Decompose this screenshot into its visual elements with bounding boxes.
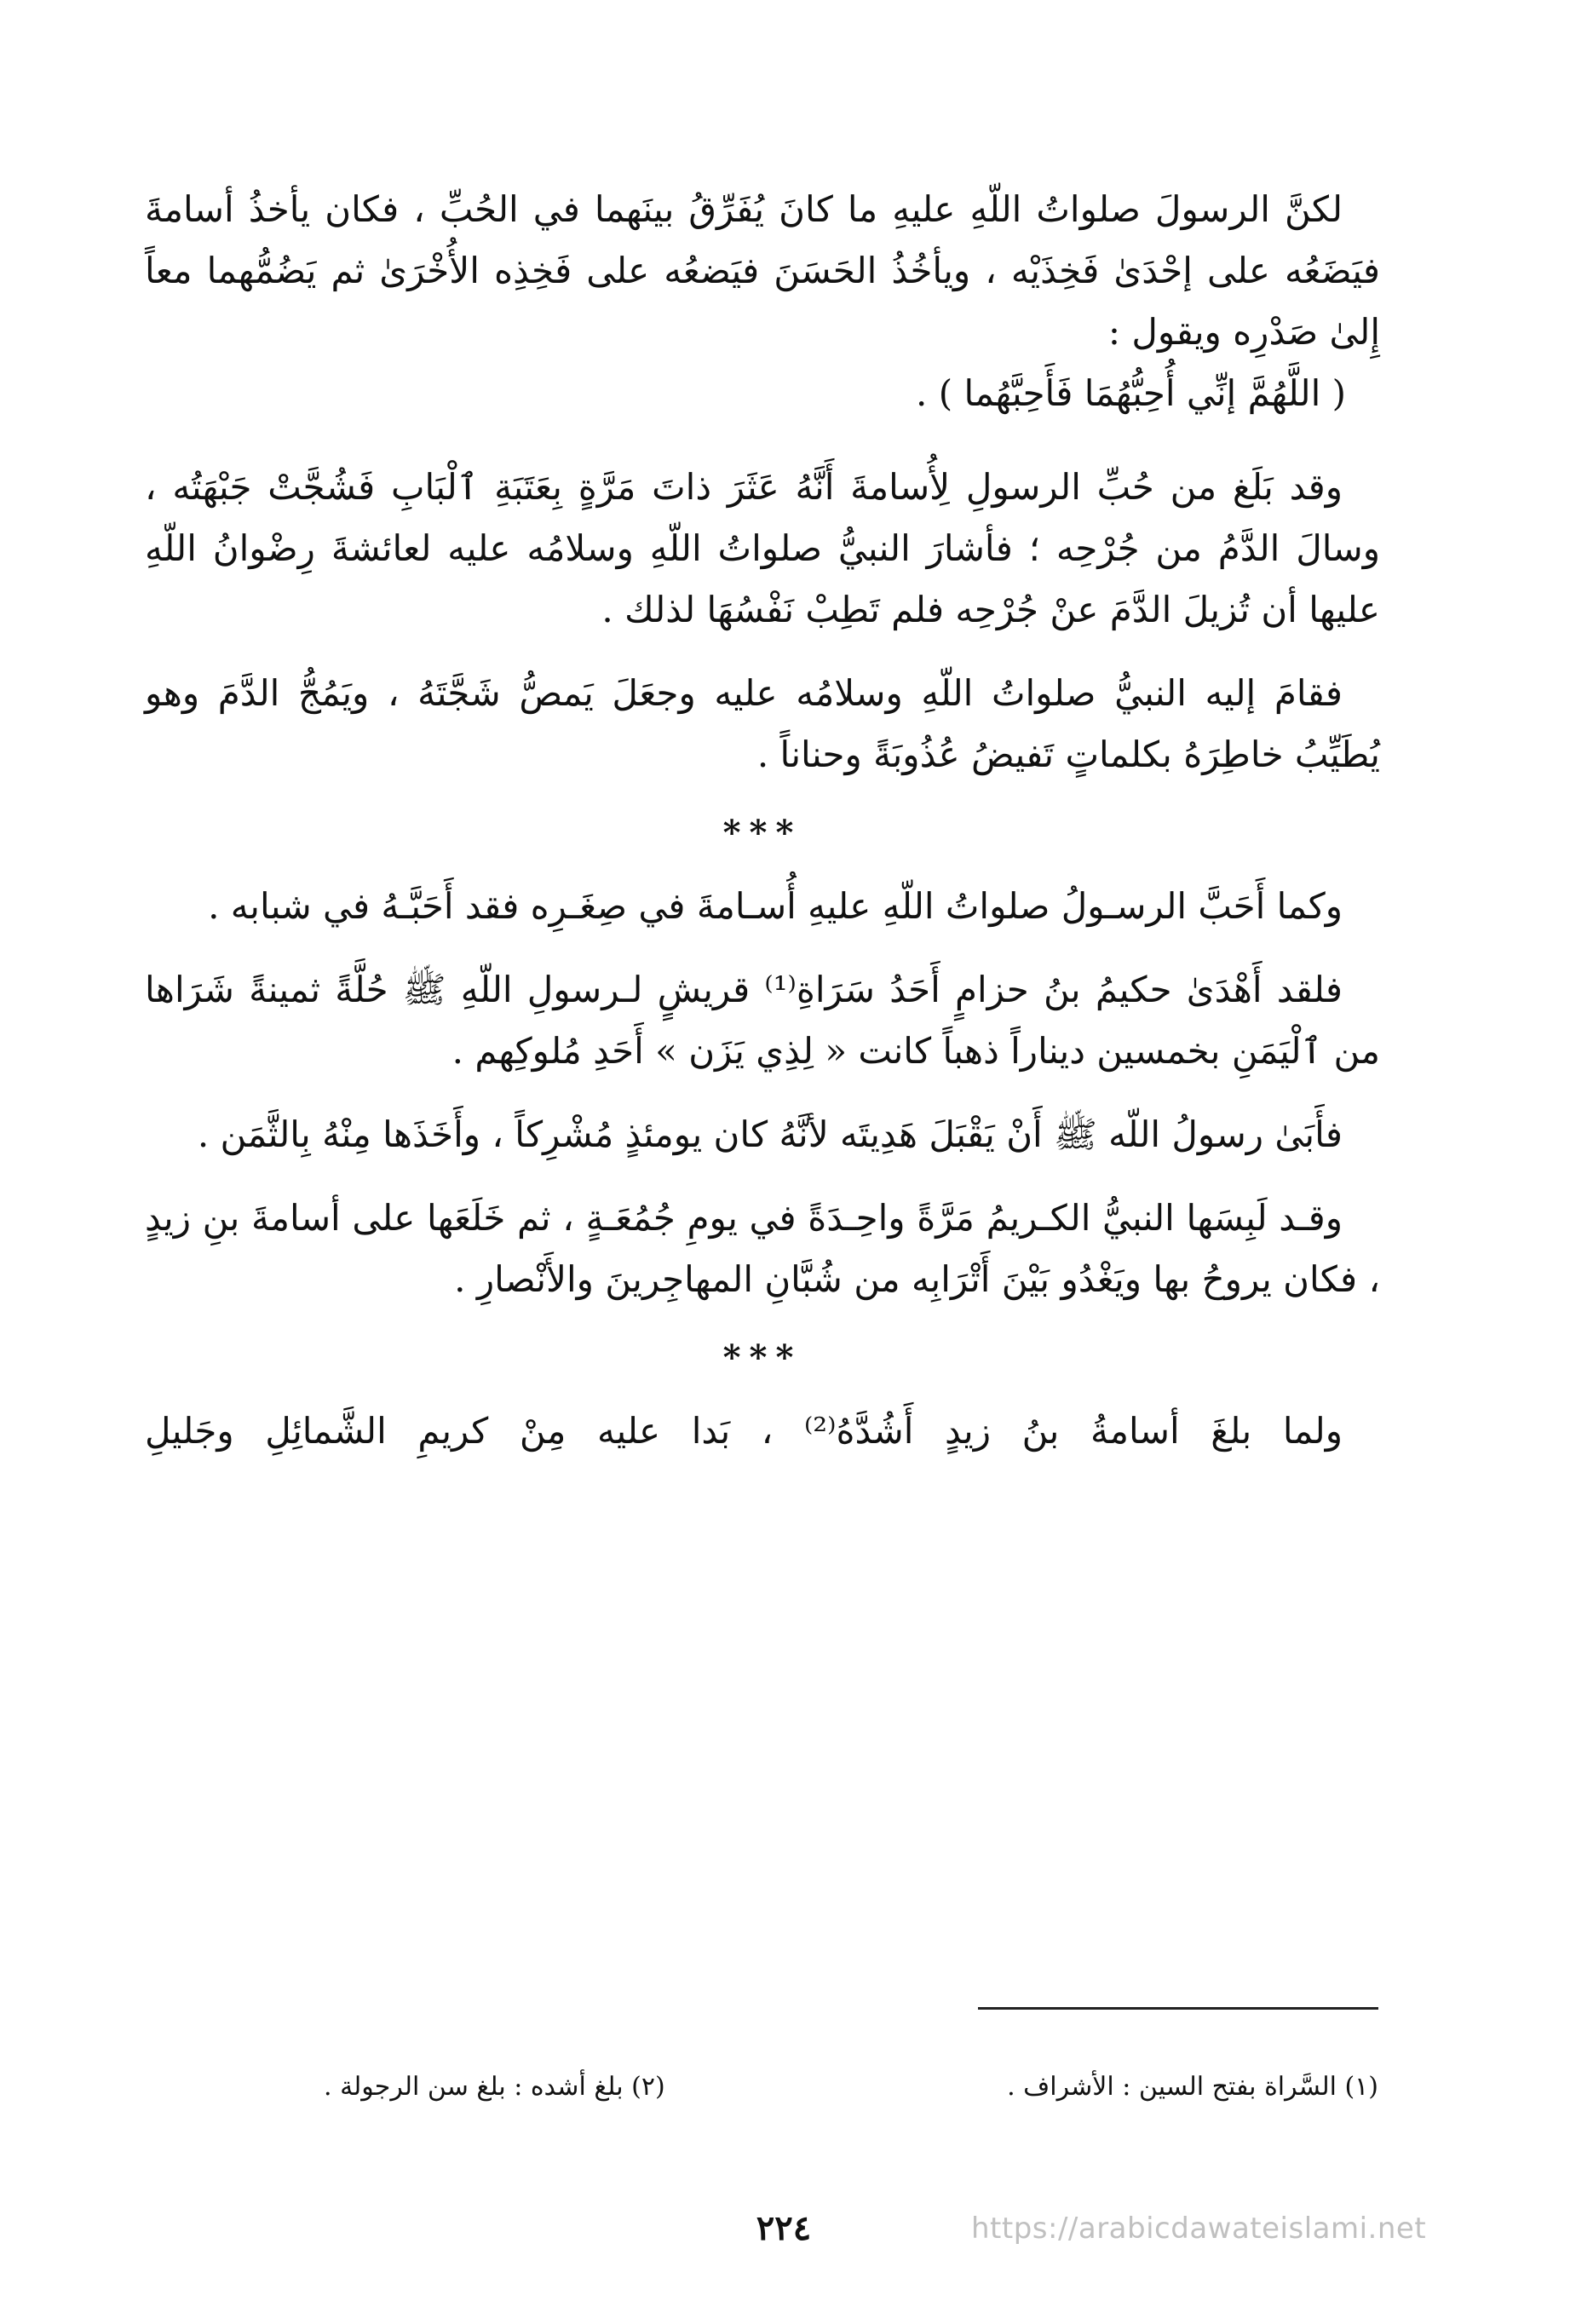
footnote-1: (١) السَّراة بفتح السين : الأشراف . xyxy=(1007,2072,1378,2102)
paragraph-6: فأَبَىٰ رسولُ اللّه ﷺ أَنْ يَقْبَلَ هَدِيتَه لأنَّهُ كان يومئذٍ مُشْرِكاً ، وأَخَذَها مِنْهُ بِالثَّمَن . xyxy=(197,1113,1343,1155)
paragraph-3: فقامَ إليه النبيُّ صلواتُ اللّهِ وسلامُه عليه وجعَلَ يَمصُّ شَجَّتَهُ ، ويَمُجُّ الدَّمَ وهو يُطَيِّبُ خاطِرَهُ بكلماتٍ تَفيضُ عُذُوبَةً وحناناً . xyxy=(145,672,1380,775)
paragraph-1: لكنَّ الرسولَ صلواتُ اللّهِ عليهِ ما كانَ يُفَرِّقُ بينَهما في الحُبِّ ، فكان يأخذُ أسامةَ فيَضَعُه على إحْدَىٰ فَخِذَيْه ، ويأخُذُ الحَسَنَ فيَضعُه على فَخِذِه الأُخْرَىٰ ثم يَضُمُّهما معاً إِلىٰ صَدْرِه ويقول : xyxy=(145,188,1380,353)
paragraph-7: وقـد لَبِسَها النبيُّ الكـريمُ مَرَّةً واحِـدَةً في يومِ جُمُعَـةٍ ، ثم خَلَعَها على أسامةَ بنِ زيدٍ ، فكان يروحُ بها ويَغْدُو بَيْنَ أَتْرَابِه من شُبَّانِ المهاجِرينَ والأَنْصارِ . xyxy=(145,1197,1380,1300)
footnotes xyxy=(324,2068,1378,2106)
main-text-block xyxy=(145,179,1380,1462)
footnote-divider xyxy=(978,2007,1378,2010)
prayer-quote: ( اللَّهُمَّ إنِّي أُحِبُّهُمَا فَأَحِبَّهُما ) . xyxy=(916,372,1346,414)
paragraph-2: وقد بَلَغ من حُبِّ الرسولِ لِأُسامةَ أَنَّهُ عَثَرَ ذاتَ مَرَّةٍ بِعَتَبَةِ ٱلْبَابِ فَشُجَّتْ جَبْهَتُه ، وسالَ الدَّمُ من جُرْحِه ؛ فأشارَ النبيُّ صلواتُ اللّهِ وسلامُه عليه لعائشةَ رِضْوانُ اللّهِ عليها أن تُزيلَ الدَّمَ عنْ جُرْحِه فلم تَطِبْ نَفْسُهَا لذلك . xyxy=(145,466,1380,630)
paragraph-4: وكما أَحَبَّ الرسـولُ صلواتُ اللّهِ عليهِ أُسـامةَ في صِغَـرِه فقد أَحَبَّـهُ في شبابه . xyxy=(208,885,1343,927)
section-separator-1: *** xyxy=(722,813,802,853)
paragraph-8: ولما بلغَ أسامةُ بنُ زيدٍ أَشُدَّهُ⁽²⁾ ، بَدا عليه مِنْ كريمِ الشَّمائِلِ وجَليلِ xyxy=(145,1410,1343,1452)
section-separator-2: *** xyxy=(722,1337,802,1378)
page-number: ٢٢٤ xyxy=(756,2208,812,2248)
paragraph-5: فلقد أَهْدَىٰ حكيمُ بنُ حزامٍ أَحَدُ سَرَاةِ⁽¹⁾ قريشٍ لـرسولِ اللّهِ ﷺ حُلَّةً ثمينةً شَرَاها من ٱلْيَمَنِ بخمسين ديناراً ذهباً كانت « لِذِي يَزَن » أَحَدِ مُلوكِهم . xyxy=(145,969,1380,1072)
watermark-url: https://arabicdawateislami.net xyxy=(971,2212,1427,2246)
footnote-2: (٢) بلغ أشده : بلغ سن الرجولة . xyxy=(324,2072,665,2102)
